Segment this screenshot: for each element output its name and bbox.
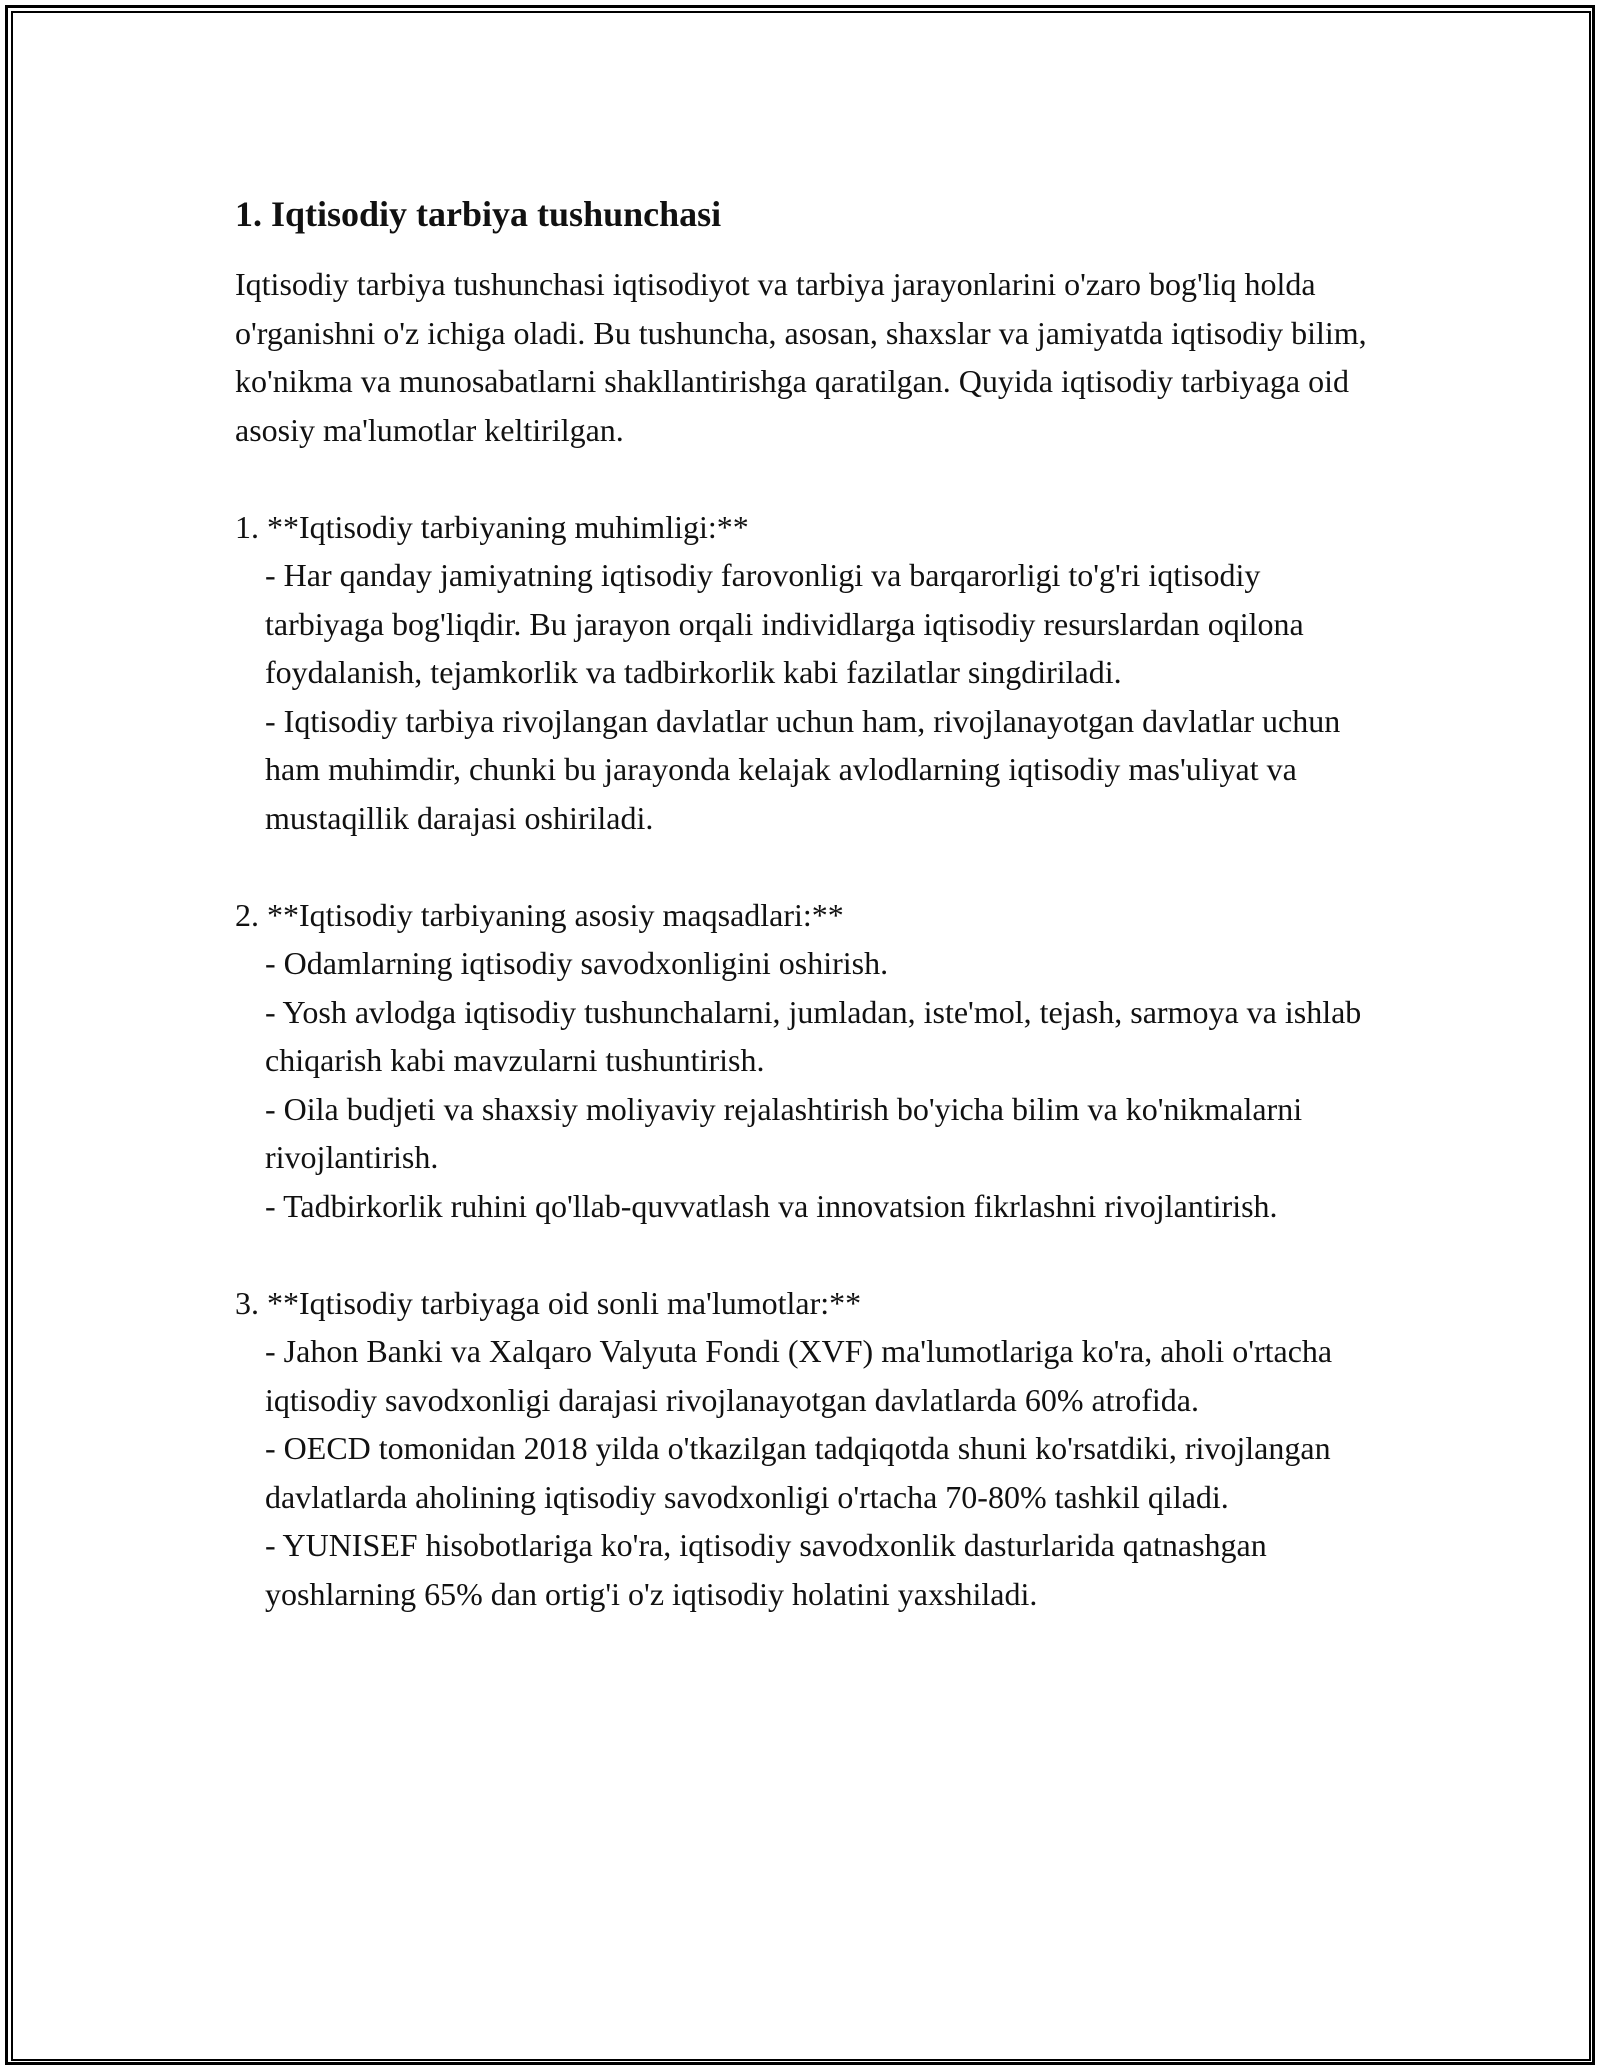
list-item: - Jahon Banki va Xalqaro Valyuta Fondi (XVF) ma'lumotlariga ko'ra, aholi o'rtacha iqtisodiy savodxonligi darajasi rivojlanayotgan davlatlarda 60% atrofida. — [265, 1333, 1341, 1418]
section-heading: 3. **Iqtisodiy tarbiyaga oid sonli ma'lumotlar:** — [235, 1284, 862, 1321]
list-item: - Oila budjeti va shaxsiy moliyaviy rejalashtirish bo'yicha bilim va ko'nikmalarni rivojlantirish. — [265, 1090, 1311, 1175]
list-item: - Tadbirkorlik ruhini qo'llab-quvvatlash va innovatsion fikrlashni rivojlantirish. — [265, 1187, 1278, 1224]
section-heading: 1. **Iqtisodiy tarbiyaning muhimligi:** — [235, 508, 749, 545]
list-item: - Yosh avlodga iqtisodiy tushunchalarni, jumladan, iste'mol, tejash, sarmoya va ishlab chiqarish kabi mavzularni tushuntirish. — [265, 993, 1370, 1078]
section-heading: 2. **Iqtisodiy tarbiyaning asosiy maqsadlari:** — [235, 896, 844, 933]
section-statistics — [235, 1279, 1385, 1619]
document-body — [235, 190, 1385, 1618]
list-item: - OECD tomonidan 2018 yilda o'tkazilgan tadqiqotda shuni ko'rsatdiki, rivojlangan davlatlarda aholining iqtisodiy savodxonligi o'rtacha 70-80% tashkil qiladi. — [265, 1430, 1339, 1515]
paragraph-spacer — [235, 842, 1385, 891]
list-item: - Har qanday jamiyatning iqtisodiy farovonligi va barqarorligi to'g'ri iqtisodiy tarbiyaga bog'liqdir. Bu jarayon orqali individlarga iqtisodiy resurslardan oqilona foydalanish, tejamkorlik va tadbirkorlik kabi fazilatlar singdiriladi. — [265, 557, 1312, 690]
document-title: 1. Iqtisodiy tarbiya tushunchasi — [235, 194, 722, 234]
list-item: - Odamlarning iqtisodiy savodxonligini oshirish. — [265, 945, 889, 981]
paragraph-spacer — [235, 454, 1385, 503]
section-importance — [235, 503, 1385, 843]
section-goals — [235, 891, 1385, 1231]
list-item: - Iqtisodiy tarbiya rivojlangan davlatlar uchun ham, rivojlanayotgan davlatlar uchun ham muhimdir, chunki bu jarayonda kelajak avlodlarning iqtisodiy mas'uliyat va mustaqillik darajasi oshiriladi. — [265, 702, 1349, 836]
paragraph-spacer — [235, 1230, 1385, 1279]
intro-paragraph: Iqtisodiy tarbiya tushunchasi iqtisodiyot va tarbiya jarayonlarini o'zaro bog'liq holda o'rganishni o'z ichiga oladi. Bu tushuncha, asosan, shaxslar va jamiyatda iqtisodiy bilim, ko'nikma va munosabatlarni shakllantirishga qaratilgan. Quyida iqtisodiy tarbiyaga oid asosiy ma'lumotlar keltirilgan. — [235, 266, 1375, 448]
list-item: - YUNISEF hisobotlariga ko'ra, iqtisodiy savodxonlik dasturlarida qatnashgan yoshlarning 65% dan ortig'i o'z iqtisodiy holatini yaxshiladi. — [265, 1527, 1275, 1612]
